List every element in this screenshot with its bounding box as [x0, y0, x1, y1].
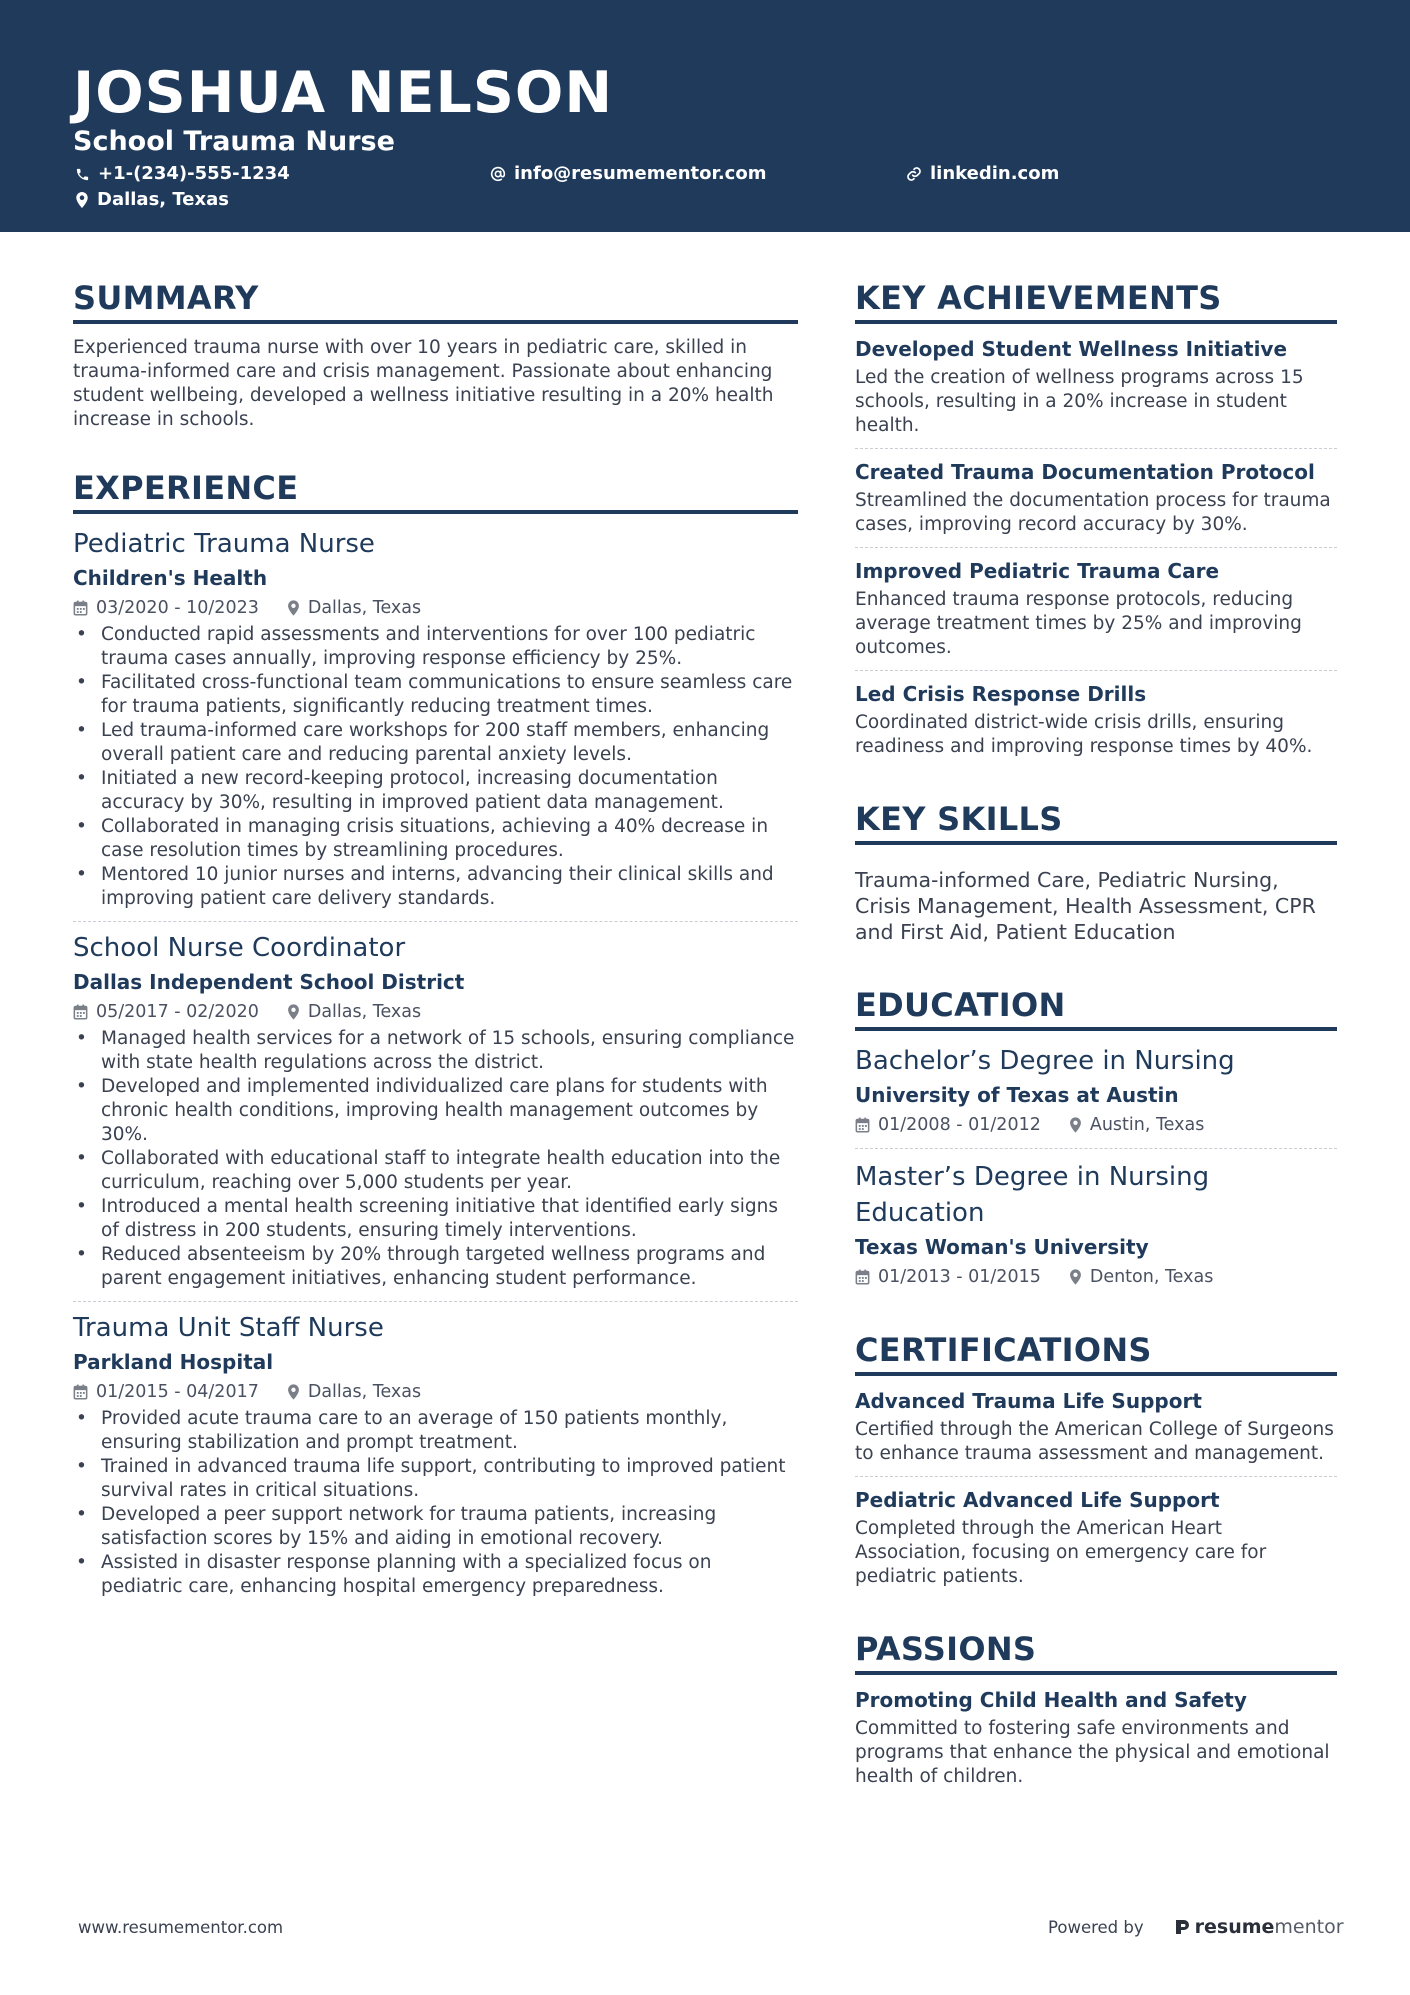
job-bullet: • Trained in advanced trauma life support, contributing to improved patient survival rates in critical situations.	[73, 1455, 798, 1503]
job-title: Trauma Unit Staff Nurse	[73, 1313, 384, 1343]
education-item	[855, 1148, 1337, 1300]
school-name: University of Texas at Austin	[855, 1083, 1179, 1107]
achievement-text: Streamlined the documentation process for trauma cases, improving record accuracy by 30%.	[855, 490, 1331, 535]
experience-entry	[73, 1301, 798, 1605]
calendar-icon	[855, 1117, 870, 1133]
achievement-title: Led Crisis Response Drills	[855, 682, 1147, 706]
company-name: Parkland Hospital	[73, 1350, 274, 1374]
achievements-section	[855, 278, 1337, 769]
certifications-heading: CERTIFICATIONS	[855, 1330, 1337, 1376]
passions-heading: PASSIONS	[855, 1629, 1337, 1675]
map-pin-icon	[1069, 1269, 1082, 1285]
job-location	[287, 1379, 421, 1405]
calendar-icon	[73, 1004, 88, 1020]
right-column	[855, 278, 1337, 1799]
job-bullet: • Provided acute trauma care to an average of 150 patients monthly, ensuring stabilization and prompt treatment.	[73, 1407, 798, 1455]
contact-linkedin[interactable]	[906, 162, 1059, 186]
job-bullet: • Assisted in disaster response planning with a specialized focus on pediatric care, enhancing hospital emergency preparedness.	[73, 1551, 798, 1599]
job-dates	[73, 595, 259, 621]
passion-title: Promoting Child Health and Safety	[855, 1688, 1247, 1712]
education-heading: EDUCATION	[855, 985, 1337, 1031]
certifications-section	[855, 1330, 1337, 1599]
job-dates	[73, 1379, 259, 1405]
job-dates-text: 03/2020 - 10/2023	[96, 598, 259, 618]
education-dates-text: 01/2008 - 01/2012	[878, 1115, 1041, 1135]
candidate-title: School Trauma Nurse	[73, 126, 395, 157]
achievement-text: Coordinated district-wide crisis drills, ensuring readiness and improving response times by 40%.	[855, 712, 1313, 757]
at-icon	[490, 166, 506, 182]
achievements-heading: KEY ACHIEVEMENTS	[855, 278, 1337, 324]
education-location-text: Austin, Texas	[1089, 1115, 1205, 1135]
achievement-text: Led the creation of wellness programs across 15 schools, resulting in a 20% increase in student health.	[855, 367, 1304, 436]
map-pin-icon	[75, 192, 89, 208]
job-location	[287, 999, 421, 1025]
achievement-item	[855, 448, 1337, 547]
left-column	[73, 278, 798, 1605]
job-meta	[73, 1379, 798, 1405]
footer-powered-by	[1048, 1916, 1344, 1938]
summary-section	[73, 278, 798, 432]
job-bullets	[73, 623, 798, 911]
achievement-item	[855, 336, 1337, 448]
job-bullet: • Conducted rapid assessments and interventions for over 100 pediatric trauma cases annually, improving response efficiency by 25%.	[73, 623, 798, 671]
contact-email[interactable]	[490, 162, 766, 186]
education-dates	[855, 1264, 1041, 1290]
education-dates-text: 01/2013 - 01/2015	[878, 1267, 1041, 1287]
school-name: Texas Woman's University	[855, 1235, 1149, 1259]
job-bullet: • Managed health services for a network of 15 schools, ensuring compliance with state health regulations across the district.	[73, 1027, 798, 1075]
job-bullet: • Collaborated with educational staff to integrate health education into the curriculum, reaching over 5,000 students per year.	[73, 1147, 798, 1195]
achievement-title: Improved Pediatric Trauma Care	[855, 559, 1220, 583]
map-pin-icon	[287, 1004, 300, 1020]
calendar-icon	[73, 600, 88, 616]
job-dates-text: 01/2015 - 04/2017	[96, 1382, 259, 1402]
map-pin-icon	[287, 600, 300, 616]
candidate-name: JOSHUA NELSON	[73, 60, 614, 126]
footer-website[interactable]: www.resumementor.com	[78, 1918, 284, 1937]
job-location-text: Dallas, Texas	[307, 1382, 422, 1402]
link-icon	[906, 166, 922, 182]
experience-entry	[73, 921, 798, 1297]
experience-entry	[73, 526, 798, 917]
certification-text: Completed through the American Heart Association, focusing on emergency care for pediatric patients.	[855, 1518, 1267, 1587]
job-bullet: • Collaborated in managing crisis situations, achieving a 40% decrease in case resolution times by streamlining procedures.	[73, 815, 798, 863]
job-meta	[73, 595, 798, 621]
certification-title: Advanced Trauma Life Support	[855, 1389, 1202, 1413]
map-pin-icon	[1069, 1117, 1082, 1133]
logo-text-bold: resume	[1194, 1916, 1275, 1938]
calendar-icon	[855, 1269, 870, 1285]
phone-text: +1-(234)-555-1234	[98, 163, 290, 184]
contact-location	[75, 188, 229, 212]
job-bullet: • Led trauma-informed care workshops for 200 staff members, enhancing overall patient care and reducing parental anxiety levels.	[73, 719, 798, 767]
degree-title: Master’s Degree in Nursing Education	[855, 1162, 1210, 1228]
achievement-title: Developed Student Wellness Initiative	[855, 337, 1288, 361]
job-bullet: • Developed and implemented individualized care plans for students with chronic health conditions, improving health management outcomes by 30%.	[73, 1075, 798, 1147]
job-bullet: • Mentored 10 junior nurses and interns, advancing their clinical skills and improving patient care delivery standards.	[73, 863, 798, 911]
summary-heading: SUMMARY	[73, 278, 798, 324]
linkedin-text: linkedin.com	[930, 163, 1060, 184]
certification-item	[855, 1476, 1337, 1599]
company-name: Children's Health	[73, 566, 268, 590]
education-location-text: Denton, Texas	[1089, 1267, 1214, 1287]
experience-heading: EXPERIENCE	[73, 468, 798, 514]
contact-phone[interactable]	[75, 162, 290, 186]
phone-icon	[75, 167, 90, 182]
skills-text: Trauma-informed Care, Pediatric Nursing, Crisis Management, Health Assessment, CPR and First Aid, Patient Education	[855, 868, 1316, 944]
logo-text-light: mentor	[1274, 1916, 1344, 1938]
email-text: info@resumementor.com	[514, 163, 767, 184]
passion-item	[855, 1687, 1337, 1799]
education-dates	[855, 1112, 1041, 1138]
job-bullets	[73, 1027, 798, 1291]
education-location	[1069, 1264, 1214, 1290]
resumementor-logo-icon	[1174, 1918, 1190, 1936]
powered-by-label: Powered by	[1048, 1917, 1144, 1937]
certification-text: Certified through the American College of Surgeons to enhance trauma assessment and management.	[855, 1419, 1334, 1464]
job-dates-text: 05/2017 - 02/2020	[96, 1002, 259, 1022]
calendar-icon	[73, 1384, 88, 1400]
job-bullet: • Initiated a new record-keeping protocol, increasing documentation accuracy by 30%, resulting in improved patient data management.	[73, 767, 798, 815]
job-bullet: • Developed a peer support network for trauma patients, increasing satisfaction scores by 15% and aiding in emotional recovery.	[73, 1503, 798, 1551]
job-location-text: Dallas, Texas	[307, 1002, 422, 1022]
resume-header	[0, 0, 1410, 232]
passion-text: Committed to fostering safe environments and programs that enhance the physical and emotional health of children.	[855, 1718, 1330, 1787]
education-item	[855, 1043, 1337, 1148]
achievement-text: Enhanced trauma response protocols, reducing average treatment times by 25% and improving outcomes.	[855, 589, 1302, 658]
job-meta	[73, 999, 798, 1025]
summary-text: Experienced trauma nurse with over 10 years in pediatric care, skilled in trauma-informed care and crisis management. Passionate about enhancing student wellbeing, developed a wellness initiative resulting in a 20% health increase in schools.	[73, 337, 774, 430]
certification-item	[855, 1388, 1337, 1476]
education-meta	[855, 1112, 1337, 1138]
job-title: School Nurse Coordinator	[73, 933, 406, 963]
education-section	[855, 985, 1337, 1300]
job-bullets	[73, 1407, 798, 1599]
degree-title: Bachelor’s Degree in Nursing	[855, 1046, 1235, 1076]
achievement-item	[855, 670, 1337, 769]
job-bullet: • Reduced absenteeism by 20% through targeted wellness programs and parent engagement initiatives, enhancing student performance.	[73, 1243, 798, 1291]
job-dates	[73, 999, 259, 1025]
education-location	[1069, 1112, 1205, 1138]
map-pin-icon	[287, 1384, 300, 1400]
achievement-title: Created Trauma Documentation Protocol	[855, 460, 1315, 484]
passions-section	[855, 1629, 1337, 1799]
location-text: Dallas, Texas	[97, 189, 229, 210]
job-bullet: • Introduced a mental health screening initiative that identified early signs of distress in 200 students, ensuring timely interventions.	[73, 1195, 798, 1243]
job-bullet: • Facilitated cross-functional team communications to ensure seamless care for trauma patients, significantly reducing treatment times.	[73, 671, 798, 719]
certification-title: Pediatric Advanced Life Support	[855, 1488, 1220, 1512]
education-meta	[855, 1264, 1337, 1290]
company-name: Dallas Independent School District	[73, 970, 465, 994]
experience-section	[73, 468, 798, 1605]
job-title: Pediatric Trauma Nurse	[73, 529, 375, 559]
achievement-item	[855, 547, 1337, 670]
skills-section	[855, 799, 1337, 945]
skills-heading: KEY SKILLS	[855, 799, 1337, 845]
job-location-text: Dallas, Texas	[307, 598, 422, 618]
resumementor-logo[interactable]	[1174, 1916, 1344, 1938]
job-location	[287, 595, 421, 621]
